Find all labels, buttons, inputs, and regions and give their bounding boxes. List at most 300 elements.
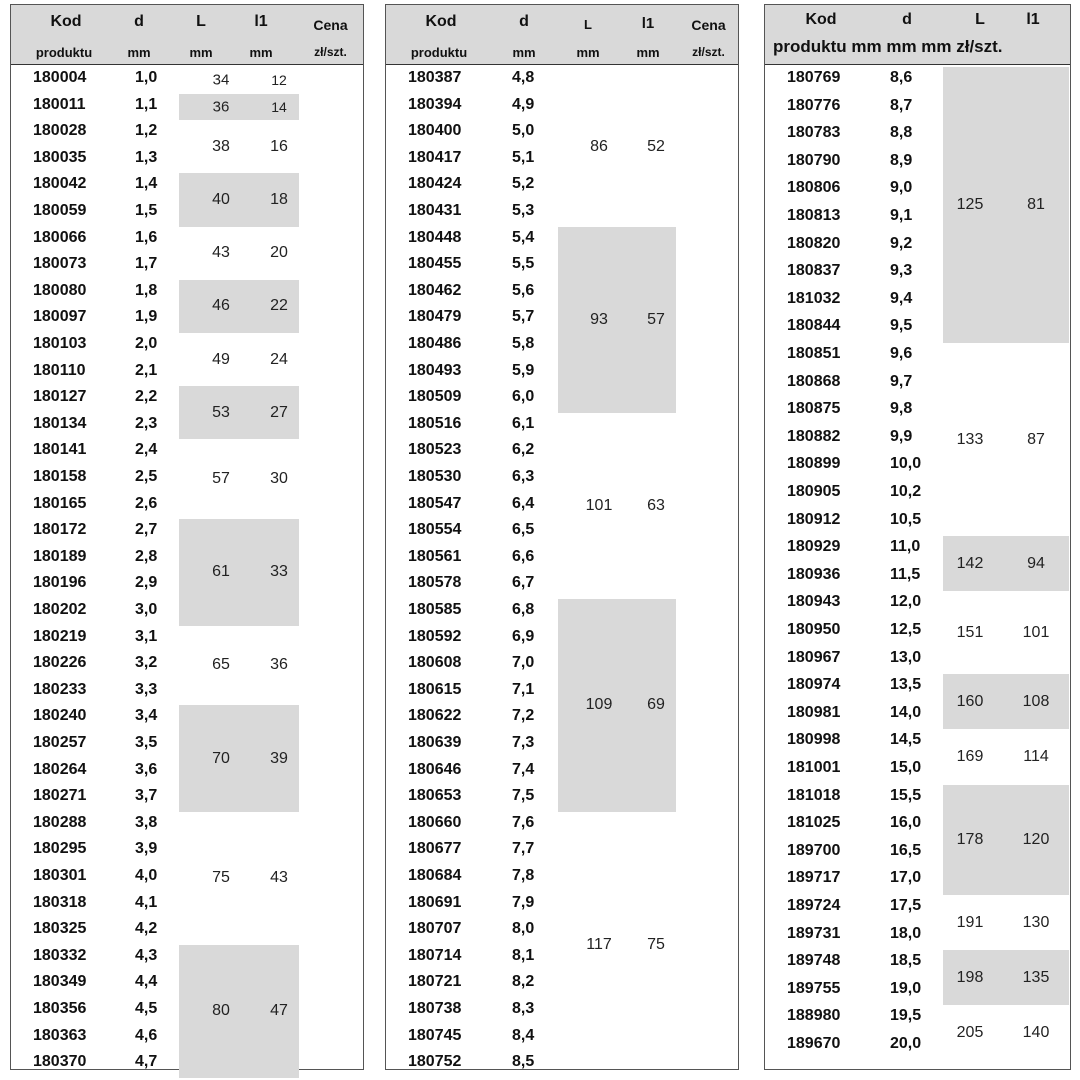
diameter-value: 9,8 — [890, 400, 913, 418]
length-L-value: 93 — [590, 310, 608, 328]
diameter-value: 19,0 — [890, 979, 922, 997]
product-code: 180943 — [787, 593, 841, 611]
product-code: 180424 — [408, 175, 462, 193]
size-band — [943, 950, 1069, 1005]
product-code: 180479 — [408, 308, 462, 326]
product-code: 180738 — [408, 1000, 462, 1017]
diameter-value: 9,2 — [890, 234, 913, 252]
product-code: 180097 — [33, 308, 87, 326]
product-code: 180202 — [33, 601, 87, 618]
product-code: 180615 — [408, 680, 462, 698]
product-code: 180660 — [408, 813, 462, 831]
product-code: 181001 — [787, 759, 841, 776]
product-code: 181025 — [787, 814, 841, 832]
size-band — [558, 599, 676, 812]
product-code: 180073 — [33, 255, 87, 273]
header-produktu: produktu — [35, 45, 93, 60]
diameter-value: 8,6 — [890, 69, 913, 86]
length-L-value: 117 — [586, 935, 612, 953]
diameter-value: 3,3 — [135, 680, 158, 698]
diameter-value: 8,5 — [512, 1053, 535, 1071]
diameter-value: 8,7 — [890, 96, 913, 114]
product-code: 180721 — [408, 973, 462, 991]
table-header — [11, 5, 363, 65]
product-code: 180288 — [33, 813, 87, 831]
diameter-value: 2,1 — [135, 361, 158, 379]
product-code: 180608 — [408, 654, 462, 672]
size-band — [179, 94, 299, 121]
diameter-value: 3,9 — [135, 840, 158, 858]
product-code: 180110 — [33, 361, 86, 379]
length-l1-value: 114 — [1023, 747, 1049, 765]
table-header — [765, 5, 1070, 65]
diameter-value: 8,8 — [890, 124, 913, 142]
length-L-value: 65 — [212, 656, 230, 674]
length-l1-value: 12 — [271, 72, 287, 89]
diameter-value: 8,1 — [512, 946, 535, 964]
product-code: 180851 — [787, 345, 841, 362]
length-l1-value: 135 — [1022, 968, 1050, 986]
size-band — [558, 812, 676, 1078]
header-cena-unit: zł/szt. — [314, 45, 347, 59]
length-l1-value: 52 — [647, 137, 665, 155]
length-L-value: 169 — [956, 747, 984, 765]
diameter-value: 5,5 — [512, 255, 535, 273]
product-code: 180714 — [408, 946, 462, 964]
diameter-value: 5,0 — [512, 122, 535, 140]
length-L-value: 70 — [212, 749, 230, 767]
size-band — [179, 626, 299, 706]
diameter-value: 14,0 — [890, 703, 922, 721]
product-code: 180554 — [408, 521, 462, 539]
length-l1-value: 75 — [647, 935, 665, 953]
size-band — [179, 386, 299, 439]
diameter-value: 3,6 — [135, 760, 158, 778]
length-L-value: 191 — [956, 913, 984, 931]
product-code: 180387 — [408, 69, 462, 86]
diameter-value: 4,9 — [512, 95, 535, 113]
header-L: L — [975, 11, 985, 28]
diameter-value: 4,4 — [135, 973, 158, 991]
product-code: 180363 — [33, 1026, 87, 1044]
product-code: 180691 — [408, 893, 462, 911]
product-code: 180455 — [408, 255, 462, 273]
product-code: 180257 — [33, 734, 87, 751]
diameter-value: 8,4 — [512, 1026, 535, 1044]
product-code: 180769 — [787, 69, 841, 86]
length-l1-value: 36 — [270, 656, 288, 674]
diameter-value: 2,0 — [135, 335, 158, 352]
length-l1-value: 14 — [271, 98, 287, 115]
product-code: 180912 — [787, 510, 841, 528]
product-code: 180646 — [408, 760, 462, 778]
diameter-value: 3,0 — [135, 601, 158, 618]
diameter-value: 7,6 — [512, 813, 535, 831]
size-band — [179, 67, 299, 94]
product-code: 180011 — [33, 95, 86, 113]
header-L: L — [584, 17, 592, 32]
product-code: 180592 — [408, 627, 462, 645]
diameter-value: 4,6 — [135, 1026, 158, 1044]
header-l1: l1 — [641, 15, 655, 32]
length-l1-value: 24 — [270, 350, 288, 368]
header-l1-unit: mm — [636, 45, 660, 60]
diameter-value: 15,0 — [890, 759, 922, 776]
length-l1-value: 43 — [270, 869, 288, 887]
product-code: 180653 — [408, 787, 462, 805]
product-table-2 — [385, 4, 739, 1070]
diameter-value: 11,0 — [890, 538, 921, 556]
length-L-value: 142 — [956, 554, 984, 572]
diameter-value: 14,5 — [890, 731, 922, 749]
diameter-value: 18,5 — [890, 952, 922, 970]
product-code: 180820 — [787, 234, 841, 252]
length-L-value: 75 — [212, 869, 230, 887]
product-code: 180905 — [787, 483, 841, 500]
diameter-value: 10,2 — [890, 483, 922, 500]
product-code: 180967 — [787, 648, 841, 666]
size-band — [179, 519, 299, 625]
diameter-value: 2,8 — [135, 547, 158, 565]
diameter-value: 2,7 — [135, 521, 158, 539]
header-cena-unit: zł/szt. — [692, 45, 725, 59]
header-d-unit: mm — [512, 45, 536, 60]
size-band — [179, 280, 299, 333]
header-L: L — [196, 13, 206, 30]
diameter-value: 6,8 — [512, 601, 535, 618]
diameter-value: 9,6 — [890, 345, 913, 362]
header-produktu: produktu — [410, 45, 468, 60]
product-code: 180509 — [408, 388, 462, 406]
product-code: 180899 — [787, 455, 841, 473]
diameter-value: 1,3 — [135, 148, 158, 166]
product-code: 180486 — [408, 335, 462, 352]
diameter-value: 2,6 — [135, 494, 158, 512]
length-l1-value: 140 — [1022, 1023, 1050, 1041]
product-code: 180394 — [408, 95, 462, 113]
product-code: 189670 — [787, 1035, 841, 1052]
product-code: 180271 — [33, 787, 87, 805]
diameter-value: 16,5 — [890, 841, 922, 859]
diameter-value: 1,7 — [135, 255, 158, 273]
diameter-value: 4,0 — [135, 867, 158, 884]
product-code: 180882 — [787, 427, 841, 445]
product-code: 180172 — [33, 521, 87, 539]
diameter-value: 5,7 — [512, 308, 535, 326]
product-code: 180059 — [33, 202, 87, 219]
diameter-value: 9,1 — [890, 207, 913, 224]
product-code: 180417 — [408, 148, 462, 166]
diameter-value: 9,5 — [890, 317, 913, 335]
product-code: 180561 — [408, 547, 462, 565]
product-code: 180448 — [408, 228, 462, 246]
product-code: 180080 — [33, 281, 87, 299]
diameter-value: 3,5 — [135, 734, 158, 751]
product-code: 180813 — [787, 207, 841, 224]
product-code: 180233 — [33, 680, 87, 698]
product-code: 180219 — [33, 627, 87, 645]
product-code: 180028 — [33, 122, 87, 140]
size-band — [179, 439, 299, 519]
product-code: 189724 — [787, 897, 841, 914]
product-code: 180936 — [787, 565, 841, 583]
diameter-value: 8,0 — [512, 920, 535, 938]
diameter-value: 6,9 — [512, 627, 535, 645]
header-l1: l1 — [1026, 11, 1040, 28]
diameter-value: 3,8 — [135, 813, 158, 831]
diameter-value: 5,3 — [512, 202, 535, 219]
header-cena: Cena — [313, 17, 348, 33]
diameter-value: 2,4 — [135, 441, 158, 459]
product-code: 180240 — [33, 707, 87, 725]
product-code: 180189 — [33, 547, 87, 565]
product-code: 180103 — [33, 335, 87, 352]
product-code: 180684 — [408, 867, 462, 884]
product-code: 180523 — [408, 441, 462, 459]
product-code: 180042 — [33, 175, 87, 193]
length-l1-value: 87 — [1027, 430, 1045, 448]
diameter-value: 4,8 — [512, 69, 535, 86]
diameter-value: 1,8 — [135, 281, 158, 299]
product-code: 180998 — [787, 731, 841, 749]
product-code: 180578 — [408, 574, 462, 592]
diameter-value: 1,4 — [135, 175, 158, 193]
product-code: 180035 — [33, 148, 87, 166]
diameter-value: 1,0 — [135, 69, 158, 86]
length-L-value: 160 — [956, 692, 984, 710]
diameter-value: 1,2 — [135, 122, 158, 140]
product-code: 180806 — [787, 179, 841, 197]
product-code: 180950 — [787, 621, 841, 638]
length-L-value: 36 — [212, 98, 230, 116]
size-band — [179, 705, 299, 811]
product-code: 189717 — [787, 869, 841, 887]
length-L-value: 49 — [212, 350, 230, 368]
product-code: 180585 — [408, 601, 462, 618]
diameter-value: 15,5 — [890, 786, 922, 804]
product-code: 180356 — [33, 1000, 87, 1017]
product-code: 180301 — [33, 867, 87, 884]
diameter-value: 3,1 — [135, 627, 158, 645]
length-L-value: 61 — [212, 563, 230, 581]
length-L-value: 133 — [956, 430, 984, 448]
size-band — [943, 729, 1069, 784]
diameter-value: 6,6 — [512, 547, 535, 565]
product-code: 180462 — [408, 281, 462, 299]
diameter-value: 7,5 — [512, 787, 535, 805]
length-l1-value: 130 — [1022, 913, 1050, 931]
diameter-value: 12,0 — [890, 593, 922, 611]
product-table-1 — [10, 4, 364, 1070]
diameter-value: 4,2 — [135, 920, 158, 938]
diameter-value: 3,4 — [135, 707, 158, 725]
product-code: 189755 — [787, 979, 841, 997]
product-code: 180844 — [787, 317, 841, 335]
length-L-value: 198 — [956, 968, 984, 986]
product-code: 180547 — [408, 494, 462, 512]
product-code: 180066 — [33, 228, 87, 246]
length-l1-value: 33 — [270, 563, 288, 581]
size-band — [943, 536, 1069, 591]
product-code: 180493 — [408, 361, 462, 379]
product-code: 180141 — [33, 441, 87, 459]
product-code: 188980 — [787, 1007, 841, 1025]
diameter-value: 9,9 — [890, 427, 913, 445]
header-d: d — [902, 11, 912, 28]
product-code: 180639 — [408, 734, 462, 751]
product-code: 181032 — [787, 289, 841, 307]
diameter-value: 12,5 — [890, 621, 922, 638]
diameter-value: 9,0 — [890, 179, 913, 197]
product-code: 180790 — [787, 151, 841, 169]
diameter-value: 11,5 — [890, 565, 921, 583]
size-band — [943, 1005, 1069, 1060]
length-L-value: 109 — [585, 696, 613, 714]
size-band — [943, 785, 1069, 895]
length-l1-value: 16 — [270, 137, 288, 155]
product-code: 180158 — [33, 468, 87, 485]
diameter-value: 7,4 — [512, 760, 535, 778]
length-l1-value: 27 — [270, 403, 288, 421]
length-L-value: 40 — [212, 190, 230, 208]
diameter-value: 7,9 — [512, 893, 535, 911]
diameter-value: 6,2 — [512, 441, 535, 459]
diameter-value: 7,1 — [512, 680, 535, 698]
size-band — [943, 674, 1069, 729]
diameter-value: 1,1 — [135, 95, 158, 113]
length-L-value: 43 — [212, 244, 230, 262]
product-code: 180868 — [787, 372, 841, 390]
length-L-value: 205 — [956, 1023, 984, 1041]
diameter-value: 6,5 — [512, 521, 535, 539]
size-band — [558, 227, 676, 413]
diameter-value: 7,7 — [512, 840, 535, 858]
header-L-unit: mm — [576, 45, 600, 60]
length-l1-value: 69 — [647, 696, 665, 714]
diameter-value: 3,2 — [135, 654, 158, 672]
product-code: 180400 — [408, 122, 462, 140]
length-L-value: 53 — [212, 403, 230, 421]
diameter-value: 16,0 — [890, 814, 922, 832]
product-code: 180745 — [408, 1026, 462, 1044]
product-code: 180332 — [33, 946, 87, 964]
size-band — [558, 413, 676, 599]
product-table-3 — [764, 4, 1071, 1070]
length-L-value: 101 — [585, 496, 613, 514]
product-code: 189700 — [787, 841, 841, 859]
length-L-value: 178 — [956, 830, 984, 848]
diameter-value: 18,0 — [890, 924, 922, 942]
header-L-unit: mm — [189, 45, 213, 60]
product-code: 180318 — [33, 893, 87, 911]
diameter-value: 2,3 — [135, 414, 158, 432]
size-band — [179, 227, 299, 280]
header-subtitle: produktu mm mm mm zł/szt. — [773, 37, 1003, 56]
product-code: 180776 — [787, 96, 841, 114]
diameter-value: 2,2 — [135, 388, 158, 406]
length-l1-value: 101 — [1022, 623, 1050, 641]
product-code: 180981 — [787, 703, 841, 721]
length-l1-value: 22 — [270, 297, 288, 315]
length-l1-value: 120 — [1022, 830, 1050, 848]
size-band — [179, 945, 299, 1078]
length-L-value: 34 — [212, 71, 230, 89]
product-code: 180752 — [408, 1053, 462, 1071]
product-code: 180165 — [33, 494, 87, 512]
diameter-value: 10,0 — [890, 455, 922, 473]
product-code: 180622 — [408, 707, 462, 725]
diameter-value: 19,5 — [890, 1007, 922, 1025]
header-kod: Kod — [425, 13, 457, 30]
product-code: 180875 — [787, 400, 841, 418]
product-code: 189731 — [787, 924, 841, 942]
length-L-value: 86 — [590, 137, 608, 155]
diameter-value: 8,2 — [512, 973, 535, 991]
product-code: 180226 — [33, 654, 87, 672]
header-d: d — [519, 13, 529, 30]
diameter-value: 6,3 — [512, 468, 535, 485]
product-code: 180783 — [787, 124, 841, 142]
size-band — [943, 895, 1069, 950]
size-band — [179, 812, 299, 945]
size-band — [943, 343, 1069, 536]
product-code: 180837 — [787, 262, 841, 280]
header-l1: l1 — [254, 13, 268, 30]
length-l1-value: 20 — [270, 244, 288, 262]
diameter-value: 5,2 — [512, 175, 535, 193]
product-code: 180677 — [408, 840, 462, 858]
length-L-value: 151 — [956, 623, 984, 641]
diameter-value: 5,8 — [512, 335, 535, 352]
length-L-value: 57 — [212, 470, 230, 488]
diameter-value: 5,9 — [512, 361, 535, 379]
diameter-value: 13,5 — [890, 676, 922, 694]
diameter-value: 17,0 — [890, 869, 922, 887]
size-band — [179, 173, 299, 226]
diameter-value: 4,1 — [135, 893, 158, 911]
product-code: 180974 — [787, 676, 841, 694]
diameter-value: 5,1 — [512, 148, 535, 166]
length-l1-value: 39 — [270, 749, 288, 767]
diameter-value: 7,0 — [512, 654, 535, 672]
table-header — [386, 5, 738, 65]
length-l1-value: 94 — [1027, 554, 1045, 572]
product-code: 180196 — [33, 574, 87, 592]
diameter-value: 6,4 — [512, 494, 535, 512]
header-l1-unit: mm — [249, 45, 273, 60]
product-code: 181018 — [787, 786, 841, 804]
length-l1-value: 47 — [270, 1002, 288, 1020]
diameter-value: 9,4 — [890, 289, 913, 307]
diameter-value: 5,4 — [512, 228, 535, 246]
header-d-unit: mm — [127, 45, 151, 60]
diameter-value: 9,7 — [890, 372, 913, 390]
length-L-value: 125 — [956, 196, 984, 213]
length-l1-value: 57 — [647, 310, 665, 328]
length-L-value: 46 — [212, 297, 230, 315]
diameter-value: 2,5 — [135, 468, 158, 485]
diameter-value: 4,3 — [135, 946, 158, 964]
diameter-value: 1,9 — [135, 308, 158, 326]
diameter-value: 1,6 — [135, 228, 158, 246]
header-kod: Kod — [50, 13, 82, 30]
diameter-value: 3,7 — [135, 787, 158, 805]
product-code: 180127 — [33, 388, 87, 406]
product-code: 189748 — [787, 952, 841, 970]
diameter-value: 6,1 — [512, 414, 535, 432]
size-band — [179, 333, 299, 386]
diameter-value: 20,0 — [890, 1035, 922, 1052]
